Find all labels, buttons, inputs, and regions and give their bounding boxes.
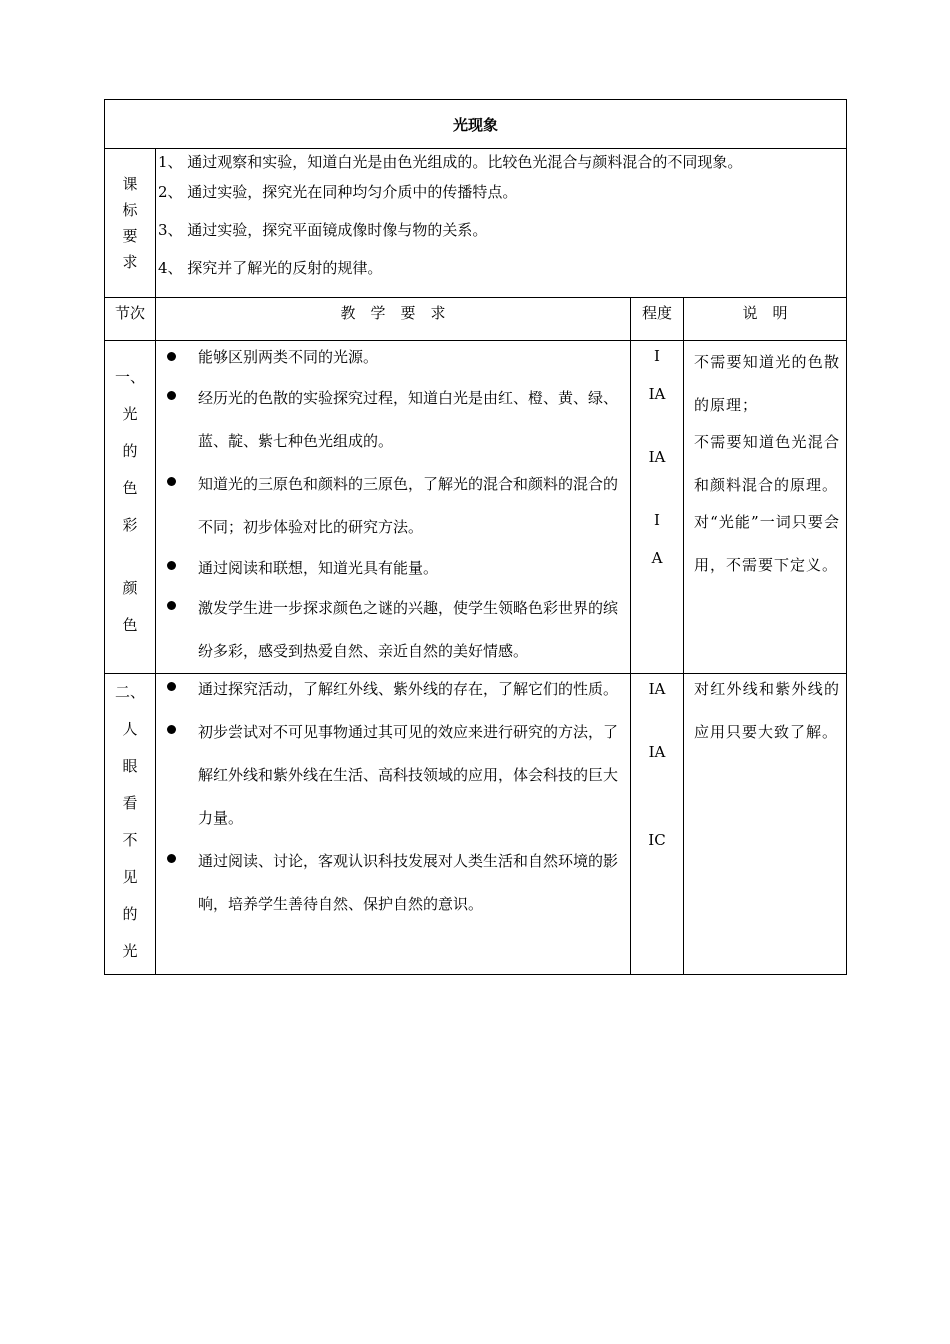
header-requirements: 教 学 要 求	[156, 298, 631, 341]
section-label-char: 不	[122, 831, 138, 849]
bullet-icon	[167, 352, 176, 361]
section-levels	[631, 341, 684, 674]
header-row	[105, 298, 847, 341]
list-item-text: 通过阅读、讨论，客观认识科技发展对人类生活和自然环境的影响，培养学生善待自然、保护自然的意识。	[198, 852, 619, 913]
note-text: 对“光能”一词只要会用，不需要下定义。	[694, 513, 841, 574]
section-levels	[631, 674, 684, 975]
standard-item: 1、 通过观察和实验，知道白光是由色光组成的。比较色光混合与颜料混合的不同现象。	[158, 153, 743, 171]
level-value: IA	[648, 448, 666, 466]
section-label-char: 一、	[114, 368, 145, 386]
section-label-char: 光	[122, 942, 138, 960]
section-label-char: 彩	[122, 516, 138, 534]
standards-label-char: 要	[122, 227, 138, 245]
list-item	[156, 549, 630, 587]
list-item	[156, 341, 630, 377]
level-value: IA	[648, 743, 666, 761]
section-notes	[684, 341, 847, 674]
standards-label	[105, 149, 156, 298]
list-item-text: 经历光的色散的实验探究过程，知道白光是由红、橙、黄、绿、蓝、靛、紫七种色光组成的。	[198, 389, 619, 450]
list-item	[156, 587, 630, 673]
standards-label-char: 课	[122, 175, 138, 193]
section-label	[105, 341, 156, 674]
section-label-char: 人	[122, 720, 138, 738]
section-label-char: 色	[122, 616, 138, 634]
section-label	[105, 674, 156, 975]
header-notes: 说 明	[684, 298, 847, 341]
header-section: 节次	[105, 298, 156, 341]
header-level: 程度	[631, 298, 684, 341]
list-item-text: 知道光的三原色和颜料的三原色，了解光的混合和颜料的混合的不同；初步体验对比的研究方法。	[198, 475, 619, 536]
bullet-icon	[167, 601, 176, 610]
section-label-char: 的	[122, 442, 138, 460]
bullet-icon	[167, 725, 176, 734]
list-item	[156, 840, 630, 926]
standards-list	[156, 149, 847, 298]
section-notes	[684, 674, 847, 975]
list-item-text: 初步尝试对不可见事物通过其可见的效应来进行研究的方法，了解红外线和紫外线在生活、高科技领域的应用，体会科技的巨大力量。	[198, 723, 619, 827]
section-label-char: 看	[122, 794, 138, 812]
level-value: A	[651, 549, 663, 567]
page-title: 光现象	[105, 100, 847, 149]
list-item-text: 激发学生进一步探求颜色之谜的兴趣，使学生领略色彩世界的缤纷多彩，感受到热爱自然、亲近自然的美好情感。	[198, 599, 619, 660]
bullet-icon	[167, 854, 176, 863]
level-value: I	[654, 347, 660, 365]
section-requirements	[156, 341, 631, 674]
list-item-text: 通过探究活动，了解红外线、紫外线的存在，了解它们的性质。	[198, 680, 619, 698]
list-item	[156, 377, 630, 463]
standard-item: 3、 通过实验，探究平面镜成像时像与物的关系。	[158, 221, 488, 239]
level-value: IA	[648, 680, 666, 698]
level-value: IC	[648, 831, 666, 849]
list-item-text: 能够区别两类不同的光源。	[198, 348, 379, 366]
section-label-char: 见	[122, 868, 138, 886]
section-label-char: 的	[122, 905, 138, 923]
level-value: IA	[648, 385, 666, 403]
bullet-icon	[167, 391, 176, 400]
standards-label-char: 求	[122, 253, 138, 271]
section-requirements	[156, 674, 631, 975]
standard-item: 4、 探究并了解光的反射的规律。	[158, 259, 383, 277]
list-item	[156, 668, 630, 711]
list-item	[156, 711, 630, 840]
section-label-char: 色	[122, 479, 138, 497]
note-text: 对红外线和紫外线的应用只要大致了解。	[694, 680, 841, 741]
note-text: 不需要知道色光混合和颜料混合的原理。	[694, 433, 841, 494]
curriculum-table	[104, 99, 847, 975]
title-row	[105, 100, 847, 149]
section-label-char: 光	[122, 405, 138, 423]
section-row	[105, 341, 847, 674]
standards-label-char: 标	[122, 201, 138, 219]
document-page	[104, 99, 846, 975]
standards-row	[105, 149, 847, 298]
section-label-char: 二、	[114, 683, 145, 701]
list-item-text: 通过阅读和联想，知道光具有能量。	[198, 559, 439, 577]
list-item	[156, 463, 630, 549]
level-value: I	[654, 511, 660, 529]
bullet-icon	[167, 682, 176, 691]
section-row	[105, 674, 847, 975]
section-label-char: 颜	[122, 579, 138, 597]
note-text: 不需要知道光的色散的原理；	[694, 353, 841, 414]
section-label-char: 眼	[122, 757, 138, 775]
bullet-icon	[167, 561, 176, 570]
standard-item: 2、 通过实验，探究光在同种均匀介质中的传播特点。	[158, 183, 518, 201]
bullet-icon	[167, 477, 176, 486]
